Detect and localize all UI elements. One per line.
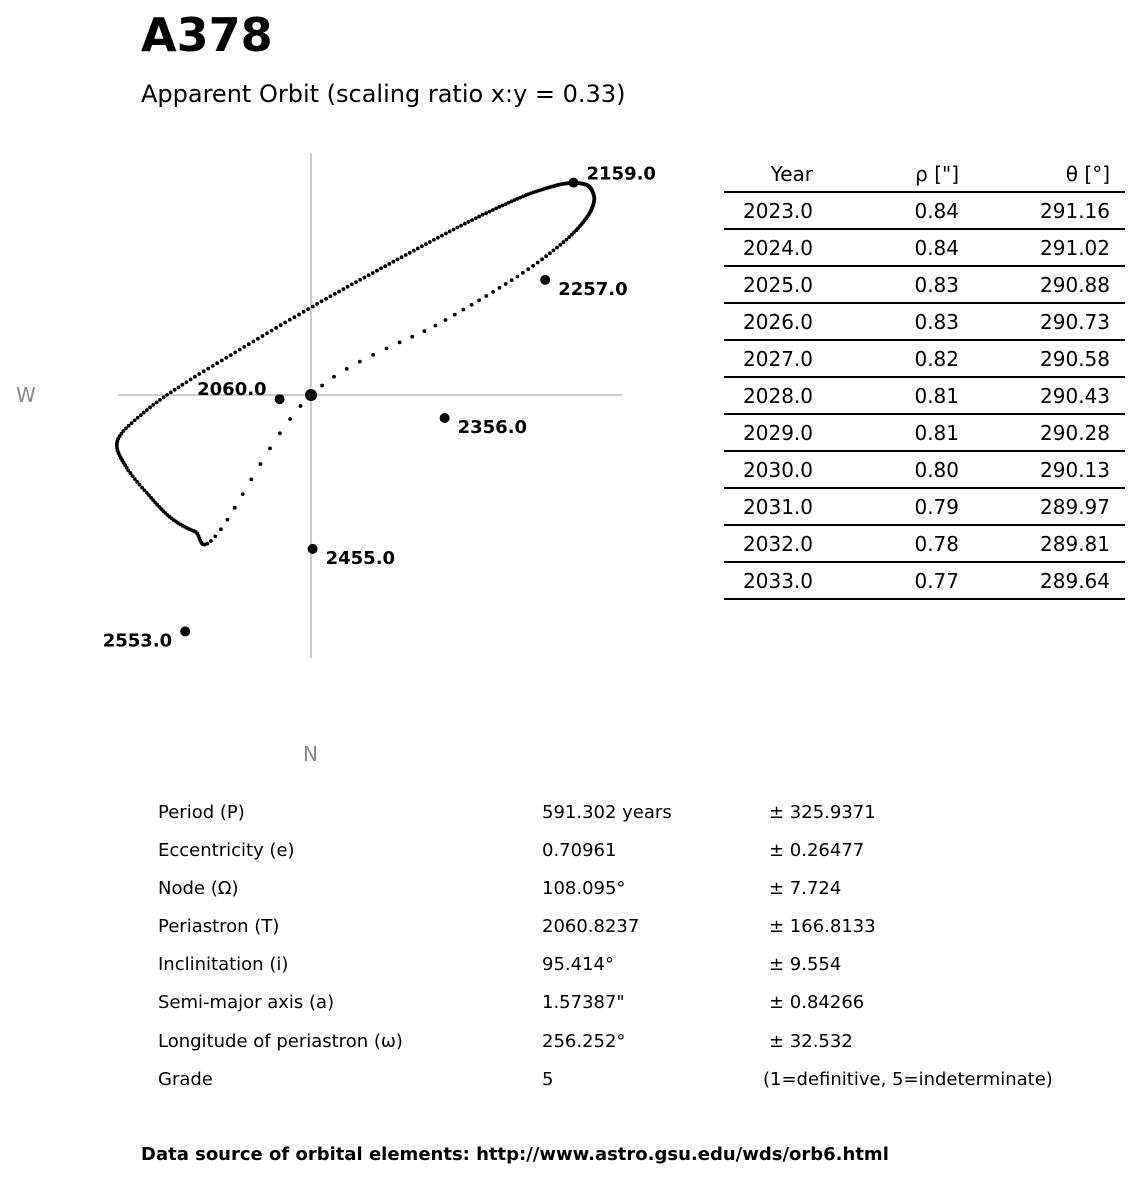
cell-year: 2023.0 [743,199,813,223]
cell-theta: 289.97 [1040,495,1110,519]
cell-year: 2032.0 [743,532,813,556]
orbit-point [404,253,408,257]
element-row [158,1067,1118,1105]
cell-theta: 291.02 [1040,236,1110,260]
orbit-point [410,335,414,339]
compass-west: W [16,383,36,407]
epoch-marker [308,544,318,554]
element-name: Semi-major axis (a) [158,992,335,1014]
orbit-point [151,403,155,407]
orbit-point [148,406,152,410]
orbit-point [363,276,367,280]
primary-star [305,389,317,401]
orbit-point [177,385,181,389]
orbit-point [220,359,224,363]
orbit-point [358,360,362,364]
element-error: ± 325.9371 [769,802,876,823]
orbit-point [420,244,424,248]
orbit-point [536,261,540,265]
element-row [158,914,1118,952]
orbit-point [320,384,324,388]
orbit-point [209,539,213,543]
element-row [158,952,1118,990]
element-row [158,876,1118,914]
orbit-point [379,267,383,271]
epoch-marker [275,394,285,404]
orbit-point [329,294,333,298]
orbit-point [138,483,142,487]
orbit-point [311,305,315,309]
orbit-point [169,391,173,395]
table-row [724,193,1125,230]
cell-theta: 290.88 [1040,273,1110,297]
element-error: (1=definitive, 5=indeterminate) [763,1068,1053,1090]
orbit-point [452,228,456,232]
orbit-point [288,417,292,421]
data-source-note: Data source of orbital elements: http://www.astro.gsu.edu/wds/orb6.html [141,1144,889,1165]
cell-rho: 0.80 [914,458,959,482]
orbit-point [424,242,428,246]
orbit-point [453,313,457,317]
orbit-point [136,416,140,420]
orbit-point [142,411,146,415]
orbit-point [206,367,210,371]
cell-rho: 0.84 [914,236,959,260]
epoch-marks [103,164,656,652]
cell-rho: 0.82 [914,347,959,371]
orbit-point [558,243,562,247]
cell-year: 2033.0 [743,569,813,593]
cell-rho: 0.78 [914,532,959,556]
cell-year: 2025.0 [743,273,813,297]
orbit-point [552,249,556,253]
cell-theta: 289.64 [1040,569,1110,593]
epoch-label: 2455.0 [325,547,396,569]
orbit-point [423,329,427,333]
element-error: ± 32.532 [769,1030,853,1052]
orbit-point [268,447,272,451]
orbit-point [213,535,217,539]
element-name: Inclinitation (i) [158,954,289,976]
orbit-point [233,506,237,510]
orbit-point [155,401,159,405]
orbit-point [521,271,525,275]
element-value: 108.095° [542,878,626,900]
orbit-point [238,348,242,352]
orbit-point [484,294,488,298]
element-value: 591.302 years [542,802,672,823]
element-name: Node (Ω) [158,878,239,900]
orbit-point [385,347,389,351]
cell-rho: 0.83 [914,273,959,297]
orbit-point [358,278,362,282]
orbit-point [474,216,478,220]
orbit-point [306,307,310,311]
orbit-point [416,247,420,251]
orbit-point [293,315,297,319]
orbit-point [249,478,253,482]
orbit-point [233,351,237,355]
orbit-point [229,353,233,357]
orbit-point [333,292,337,296]
table-row [724,341,1125,378]
orbit-point [265,331,269,335]
element-name: Longitude of periastron (ω) [158,1030,403,1052]
cell-rho: 0.81 [914,421,959,445]
orbit-point [162,396,166,400]
epoch-marker [540,275,550,285]
element-error: ± 0.84266 [769,992,865,1014]
orbit-point [139,413,143,417]
orbit-point [434,324,438,328]
orbit-point [491,290,495,294]
epoch-label: 2060.0 [197,379,267,401]
cell-rho: 0.84 [914,199,959,223]
cell-rho: 0.79 [914,495,959,519]
orbit-point [346,285,350,289]
orbit-point [371,271,375,275]
orbit-point [562,240,566,244]
orbit-point [531,264,535,268]
orbit-point [320,299,324,303]
orbit-point [133,419,137,423]
header-theta: θ [°] [1065,162,1110,186]
cell-theta: 290.13 [1040,458,1110,482]
orbit-point [205,542,209,546]
orbit-point [297,313,301,317]
orbit-point [477,298,481,302]
cell-theta: 290.43 [1040,384,1110,408]
cell-rho: 0.81 [914,384,959,408]
orbit-point [387,262,391,266]
orbit-point [481,213,485,217]
orbit-point [324,297,328,301]
orbit-point [459,224,463,228]
orbit-point [241,492,245,496]
orbit-point [477,215,481,219]
epoch-marker [569,178,579,188]
orbit-point [555,246,559,250]
orbit-point [165,393,169,397]
orbit-point [510,278,514,282]
orbital-elements [158,800,1118,1105]
epoch-label: 2553.0 [102,630,173,652]
orbit-point [350,283,354,287]
orbit-point [130,421,134,425]
orbit-point [396,258,400,262]
table-row [724,230,1125,267]
header-year: Year [770,162,813,186]
orbit-point [261,334,265,338]
orbit-point [219,527,223,531]
orbit-point [444,232,448,236]
element-error: ± 7.724 [769,878,842,900]
element-error: ± 166.8133 [769,916,876,938]
orbit-point [544,254,548,258]
orbit-point [315,302,319,306]
orbit-point [462,308,466,312]
cell-theta: 291.16 [1040,199,1110,223]
orbit-point [299,404,303,408]
cell-theta: 290.28 [1040,421,1110,445]
orbit-point [127,424,131,428]
orbit-point [247,342,251,346]
orbit-point [189,378,193,382]
orbit-point [193,375,197,379]
orbit-chart [0,0,700,780]
element-value: 256.252° [542,1030,626,1052]
cell-year: 2027.0 [743,347,813,371]
compass-north: N [303,742,318,766]
orbit-point [448,230,452,234]
element-row [158,990,1118,1028]
chart-subtitle: Apparent Orbit (scaling ratio x:y = 0.33) [141,80,626,108]
table-row [724,378,1125,415]
ephemeris-table [724,156,1125,600]
table-row [724,415,1125,452]
element-value: 2060.8237 [542,916,640,938]
cell-year: 2028.0 [743,384,813,408]
orbit-point [456,226,460,230]
cell-year: 2031.0 [743,495,813,519]
orbit-point [181,383,185,387]
orbit-point [436,236,440,240]
orbit-point [440,234,444,238]
epoch-marker [440,413,450,423]
table-row [724,267,1125,304]
orbit-point [145,408,149,412]
orbit-point [375,269,379,273]
element-name: Eccentricity (e) [158,840,295,862]
orbit-point [428,240,432,244]
cell-year: 2029.0 [743,421,813,445]
element-value: 95.414° [542,954,614,976]
element-name: Period (P) [158,802,245,823]
orbit-point [463,222,467,226]
orbit-point [491,208,495,212]
orbit-point [504,282,508,286]
orbit-point [158,398,162,402]
orbit-point [173,388,177,392]
orbit-point [540,257,544,261]
orbit-point [337,290,341,294]
orbit-point [354,280,358,284]
orbit-point [302,310,306,314]
element-value: 5 [542,1068,554,1090]
orbit-point [470,218,474,222]
orbit-dots [115,181,596,547]
element-error: ± 0.26477 [769,840,865,862]
orbit-point [256,337,260,341]
orbit-point [274,326,278,330]
orbit-point [259,462,263,466]
orbit-point [279,323,283,327]
table-row [724,563,1125,600]
element-name: Grade [158,1068,213,1090]
orbit-point [345,367,349,371]
orbit-point [498,286,502,290]
table-row [724,304,1125,341]
orbit-point [408,251,412,255]
orbit-point [392,260,396,264]
epoch-label: 2159.0 [586,163,656,185]
orbit-point [278,431,282,435]
header-rho: ρ ["] [915,162,959,186]
element-value: 0.70961 [542,840,617,862]
table-row [724,452,1125,489]
cell-theta: 290.58 [1040,347,1110,371]
orbit-point [432,238,436,242]
element-value: 1.57387" [542,992,625,1014]
orbit-point [226,518,230,522]
orbit-point [400,255,404,259]
orbit-point [242,345,246,349]
orbit-point [270,329,274,333]
element-row [158,1029,1118,1067]
orbit-point [283,321,287,325]
orbit-point [383,264,387,268]
orbit-point [288,318,292,322]
orbit-point [548,251,552,255]
element-row [158,800,1118,838]
orbit-point [526,267,530,271]
orbit-point [197,372,201,376]
orbit-point [332,375,336,379]
orbit-point [444,318,448,322]
element-row [158,838,1118,876]
orbit-point [342,287,346,291]
orbit-point [202,369,206,373]
orbit-point [211,364,215,368]
orbit-point [484,211,488,215]
orbit-point [398,341,402,345]
page-title: A378 [141,8,273,62]
table-header-row [724,156,1125,193]
orbit-point [185,380,189,384]
cell-rho: 0.77 [914,569,959,593]
cell-year: 2030.0 [743,458,813,482]
orbit-point [467,220,471,224]
epoch-marker [180,626,190,636]
cell-theta: 289.81 [1040,532,1110,556]
epoch-label: 2257.0 [558,278,628,300]
orbit-point [367,273,371,277]
orbit-point [252,340,256,344]
element-name: Periastron (T) [158,916,280,938]
orbit-point [224,356,228,360]
orbit-point [412,249,416,253]
orbit-point [215,361,219,365]
orbit-point [470,303,474,307]
element-error: ± 9.554 [769,954,842,976]
cell-year: 2026.0 [743,310,813,334]
orbit-point [516,275,520,279]
table-row [724,489,1125,526]
table-row [724,526,1125,563]
epoch-label: 2356.0 [457,417,528,438]
cell-year: 2024.0 [743,236,813,260]
orbit-point [371,353,375,357]
orbit-point [488,210,492,214]
cell-rho: 0.83 [914,310,959,334]
cell-theta: 290.73 [1040,310,1110,334]
